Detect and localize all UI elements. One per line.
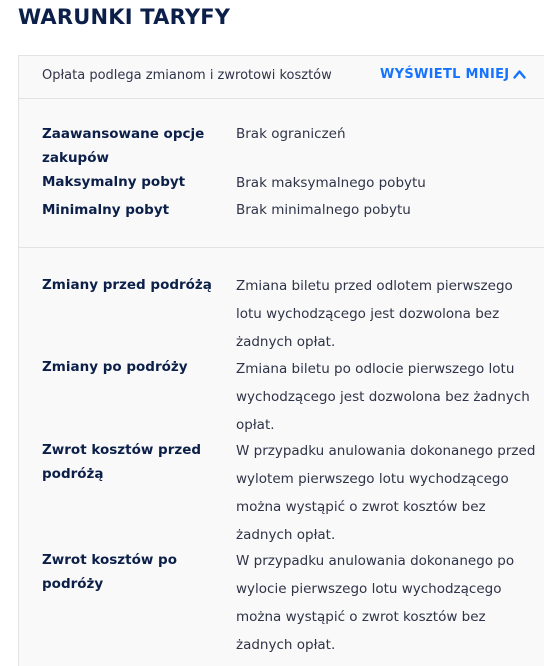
show-less-button[interactable] bbox=[380, 67, 526, 82]
condition-value-min-stay: Brak minimalnego pobytu bbox=[236, 202, 411, 218]
page-title: WARUNKI TARYFY bbox=[18, 5, 231, 29]
chevron-up-icon bbox=[513, 69, 526, 79]
rule-value-refund-after: W przypadku anulowania dokonanego po wylocie pierwszego lotu wychodzącego można wystąpić o zwrot kosztów bez żadnych opłat. bbox=[236, 553, 515, 653]
rule-label-refund-after: Zwrot kosztów po podróży bbox=[42, 552, 177, 592]
rule-value-refund-before: W przypadku anulowania dokonanego przed wylotem pierwszego lotu wychodzącego można wystąpić o zwrot kosztów bez żadnych opłat. bbox=[236, 443, 536, 543]
rule-label-changes-before: Zmiany przed podróżą bbox=[42, 277, 212, 293]
rule-value-changes-after: Zmiana biletu po odlocie pierwszego lotu wychodzącego jest dozwolona bez żadnych opłat. bbox=[236, 361, 530, 433]
condition-label-advance-purchase: Zaawansowane opcje zakupów bbox=[42, 126, 205, 166]
panel-summary: Opłata podlega zmianom i zwrotowi kosztów bbox=[42, 68, 332, 83]
rule-label-changes-after: Zmiany po podróży bbox=[42, 359, 188, 375]
rule-label-refund-before: Zwrot kosztów przed podróżą bbox=[42, 442, 202, 482]
rule-value-changes-before: Zmiana biletu przed odlotem pierwszego lotu wychodzącego jest dozwolona bez żadnych opłat. bbox=[236, 278, 513, 350]
condition-label-max-stay: Maksymalny pobyt bbox=[42, 174, 186, 190]
panel-header bbox=[19, 56, 544, 99]
section-divider bbox=[19, 247, 544, 248]
condition-label-min-stay: Minimalny pobyt bbox=[42, 202, 170, 218]
condition-value-advance-purchase: Brak ograniczeń bbox=[236, 126, 346, 142]
show-less-label: WYŚWIETL MNIEJ bbox=[380, 67, 510, 82]
fare-conditions-panel bbox=[18, 55, 544, 666]
condition-value-max-stay: Brak maksymalnego pobytu bbox=[236, 175, 426, 191]
